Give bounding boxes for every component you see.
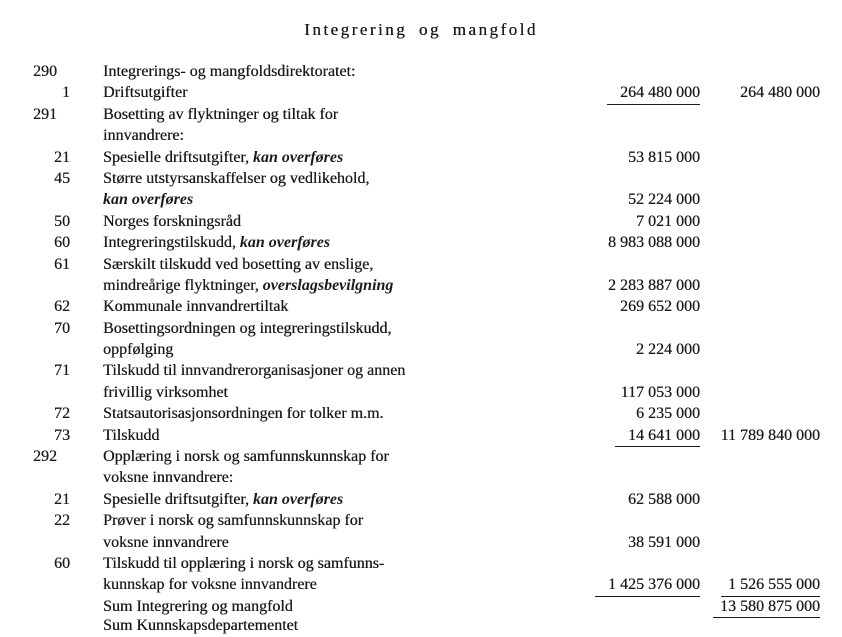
amount-col1 bbox=[565, 467, 700, 488]
amount-value: 38 591 000 bbox=[628, 533, 700, 551]
description bbox=[103, 446, 565, 467]
description-segment: Sum Kunnskapsdepartementet bbox=[103, 617, 299, 635]
description bbox=[103, 489, 565, 510]
amount-col1 bbox=[565, 168, 700, 189]
description-segment: Tilskudd bbox=[103, 426, 160, 444]
table-line bbox=[0, 532, 842, 553]
description-segment: Statsautorisasjonsordningen for tolker m.m. bbox=[103, 405, 384, 423]
description bbox=[103, 125, 565, 146]
post-number: 50 bbox=[54, 212, 70, 230]
post-number: 45 bbox=[54, 169, 70, 187]
description-segment: frivillig virksomhet bbox=[103, 383, 228, 401]
description-segment: Særskilt tilskudd ved bosetting av enslige, bbox=[103, 255, 374, 273]
description-segment: mindreårige flyktninger, bbox=[103, 276, 263, 294]
description bbox=[103, 168, 565, 189]
amount-col1 bbox=[565, 510, 700, 531]
chapter-number: 291 bbox=[33, 105, 57, 123]
description-segment: Spesielle driftsutgifter, bbox=[103, 490, 253, 508]
amount-col1 bbox=[565, 446, 700, 467]
post-number: 60 bbox=[54, 234, 70, 252]
amount-col1 bbox=[565, 403, 700, 424]
amount-value: 269 652 000 bbox=[620, 298, 700, 316]
amount-value: 6 235 000 bbox=[636, 405, 700, 423]
amount-col2 bbox=[700, 254, 820, 275]
post-number: 62 bbox=[54, 298, 70, 316]
post-number: 22 bbox=[54, 512, 70, 530]
description bbox=[103, 532, 565, 553]
amount-col1 bbox=[565, 275, 700, 296]
table-line bbox=[0, 232, 842, 253]
table-line bbox=[0, 296, 842, 317]
amount-value: 1 526 555 000 bbox=[721, 574, 820, 596]
description-italic-segment: kan overføres bbox=[239, 234, 331, 252]
description bbox=[103, 403, 565, 424]
amount-col2 bbox=[700, 553, 820, 574]
description bbox=[103, 104, 565, 125]
description-segment: Bosettingsordningen og integreringstilskudd, bbox=[103, 319, 392, 337]
amount-col1 bbox=[565, 125, 700, 146]
amount-value: 2 224 000 bbox=[636, 341, 700, 359]
description-segment: Driftsutgifter bbox=[103, 84, 188, 102]
amount-col1 bbox=[565, 532, 700, 553]
post-number: 21 bbox=[54, 148, 70, 166]
table-line bbox=[0, 403, 842, 424]
post-number: 72 bbox=[54, 405, 70, 423]
post-number bbox=[33, 382, 70, 403]
table-line bbox=[0, 168, 842, 189]
post-number bbox=[33, 615, 70, 636]
chapter-number: 290 bbox=[33, 63, 57, 80]
amount-value: 62 588 000 bbox=[628, 490, 700, 508]
amount-value: 14 641 000 bbox=[615, 425, 700, 447]
amount-col1 bbox=[565, 232, 700, 253]
table-line bbox=[0, 382, 842, 403]
amount-value: 13 580 875 000 bbox=[713, 596, 820, 618]
table-line bbox=[0, 61, 842, 82]
description-segment: Sum Integrering og mangfold bbox=[103, 597, 293, 615]
amount-col1 bbox=[565, 596, 700, 617]
amount-col2 bbox=[700, 339, 820, 360]
table-line bbox=[0, 189, 842, 210]
post-number bbox=[33, 339, 70, 360]
description-segment: kunnskap for voksne innvandrere bbox=[103, 576, 317, 594]
post-number: 21 bbox=[54, 490, 70, 508]
amount-col2 bbox=[700, 403, 820, 424]
post-number: 61 bbox=[54, 255, 70, 273]
amount-col2 bbox=[700, 147, 820, 168]
post-number: 60 bbox=[54, 554, 70, 572]
page-title: Integrering og mangfold bbox=[304, 20, 538, 39]
table-line bbox=[0, 211, 842, 232]
table-line bbox=[0, 553, 842, 574]
amount-col2 bbox=[700, 574, 820, 595]
table-line bbox=[0, 104, 842, 125]
description-segment: Bosetting av flyktninger og tiltak for bbox=[103, 105, 339, 123]
post-number bbox=[33, 596, 70, 617]
amount-col1 bbox=[565, 61, 700, 82]
amount-col1 bbox=[565, 147, 700, 168]
amount-col2 bbox=[700, 104, 820, 125]
amount-col2 bbox=[700, 275, 820, 296]
table-line bbox=[0, 82, 842, 103]
amount-col1 bbox=[565, 104, 700, 125]
amount-col1 bbox=[565, 254, 700, 275]
table-line bbox=[0, 125, 842, 146]
amount-col1 bbox=[565, 382, 700, 403]
amount-col1 bbox=[565, 425, 700, 446]
table-line bbox=[0, 360, 842, 381]
amount-col1 bbox=[565, 553, 700, 574]
description bbox=[103, 211, 565, 232]
table-line bbox=[0, 574, 842, 595]
description-italic-segment: kan overføres bbox=[253, 490, 344, 508]
amount-col2 bbox=[700, 211, 820, 232]
amount-col1 bbox=[565, 615, 700, 636]
table-line bbox=[0, 318, 842, 339]
description bbox=[103, 254, 565, 275]
description-segment: Prøver i norsk og samfunnskunnskap for bbox=[103, 512, 363, 530]
table-line bbox=[0, 615, 842, 636]
description bbox=[103, 318, 565, 339]
description-segment: Integrerings- og mangfoldsdirektoratet: bbox=[103, 63, 356, 80]
amount-col1 bbox=[565, 339, 700, 360]
table-line bbox=[0, 446, 842, 467]
description-italic-segment: overslagsbevilgning bbox=[262, 276, 394, 294]
table-line bbox=[0, 425, 842, 446]
amount-col2 bbox=[700, 532, 820, 553]
amount-value: 52 224 000 bbox=[628, 191, 700, 209]
amount-col2 bbox=[700, 510, 820, 531]
description bbox=[103, 189, 565, 210]
amount-col2 bbox=[700, 318, 820, 339]
amount-value: 2 283 887 000 bbox=[608, 276, 700, 294]
description-segment: Større utstyrsanskaffelser og vedlikehold, bbox=[103, 169, 370, 187]
table-line bbox=[0, 254, 842, 275]
post-number: 70 bbox=[54, 319, 70, 337]
amount-value: 11 789 840 000 bbox=[720, 426, 820, 444]
budget-table bbox=[0, 61, 842, 637]
chapter-number: 292 bbox=[33, 448, 57, 466]
amount-col1 bbox=[565, 574, 700, 595]
description-segment: Spesielle driftsutgifter, bbox=[103, 148, 253, 166]
description bbox=[103, 467, 565, 488]
table-line bbox=[0, 339, 842, 360]
amount-col1 bbox=[565, 318, 700, 339]
post-number bbox=[33, 467, 70, 488]
amount-col2 bbox=[700, 489, 820, 510]
description-segment: Norges forskningsråd bbox=[103, 212, 241, 230]
description bbox=[103, 61, 565, 82]
amount-value: 264 480 000 bbox=[740, 84, 820, 102]
amount-col2 bbox=[700, 125, 820, 146]
description bbox=[103, 296, 565, 317]
amount-col2 bbox=[700, 382, 820, 403]
description bbox=[103, 147, 565, 168]
amount-value: 264 480 000 bbox=[607, 82, 700, 104]
amount-col2 bbox=[700, 425, 820, 446]
description bbox=[103, 232, 565, 253]
description-segment: Kommunale innvandrertiltak bbox=[103, 298, 289, 316]
amount-col2 bbox=[700, 446, 820, 467]
description-segment: oppfølging bbox=[103, 341, 174, 359]
description-segment: Tilskudd til opplæring i norsk og samfunns- bbox=[103, 554, 385, 572]
description bbox=[103, 360, 565, 381]
amount-col2 bbox=[700, 467, 820, 488]
description bbox=[103, 82, 565, 103]
description-segment: voksne innvandrere: bbox=[103, 469, 234, 487]
table-line bbox=[0, 596, 842, 617]
amount-col2 bbox=[700, 360, 820, 381]
description-segment: Integreringstilskudd, bbox=[103, 234, 240, 252]
amount-col2 bbox=[700, 596, 820, 617]
amount-col2 bbox=[700, 615, 820, 636]
amount-col1 bbox=[565, 360, 700, 381]
amount-col2 bbox=[700, 189, 820, 210]
description-segment: voksne innvandrere bbox=[103, 533, 229, 551]
amount-col1 bbox=[565, 489, 700, 510]
description-segment: innvandrere: bbox=[103, 127, 184, 145]
amount-value: 8 983 088 000 bbox=[608, 234, 700, 252]
amount-col1 bbox=[565, 82, 700, 103]
post-number: 1 bbox=[62, 84, 70, 102]
description bbox=[103, 574, 565, 595]
amount-col2 bbox=[700, 232, 820, 253]
description bbox=[103, 425, 565, 446]
description-italic-segment: kan overføres bbox=[103, 191, 194, 209]
description bbox=[103, 339, 565, 360]
post-number bbox=[33, 125, 70, 146]
description-segment: Tilskudd til innvandrerorganisasjoner og annen bbox=[103, 362, 406, 380]
post-number bbox=[33, 574, 70, 595]
post-number: 71 bbox=[54, 362, 70, 380]
table-line bbox=[0, 510, 842, 531]
description bbox=[103, 382, 565, 403]
description-italic-segment: kan overføres bbox=[253, 148, 344, 166]
description-segment: Opplæring i norsk og samfunnskunnskap for bbox=[103, 448, 389, 466]
description bbox=[103, 510, 565, 531]
amount-col1 bbox=[565, 296, 700, 317]
amount-col2 bbox=[700, 61, 820, 82]
amount-value: 53 815 000 bbox=[628, 148, 700, 166]
post-number bbox=[33, 275, 70, 296]
post-number: 73 bbox=[54, 426, 70, 444]
description bbox=[103, 275, 565, 296]
table-line bbox=[0, 467, 842, 488]
table-line bbox=[0, 147, 842, 168]
amount-value: 117 053 000 bbox=[620, 383, 700, 401]
amount-col1 bbox=[565, 189, 700, 210]
amount-value: 1 425 376 000 bbox=[595, 574, 700, 596]
table-line bbox=[0, 275, 842, 296]
description bbox=[103, 615, 565, 636]
description bbox=[103, 596, 565, 617]
amount-col2 bbox=[700, 168, 820, 189]
post-number bbox=[33, 189, 70, 210]
post-number bbox=[33, 532, 70, 553]
table-line bbox=[0, 489, 842, 510]
amount-col2 bbox=[700, 296, 820, 317]
amount-col1 bbox=[565, 211, 700, 232]
amount-value: 7 021 000 bbox=[636, 212, 700, 230]
amount-col2 bbox=[700, 82, 820, 103]
description bbox=[103, 553, 565, 574]
